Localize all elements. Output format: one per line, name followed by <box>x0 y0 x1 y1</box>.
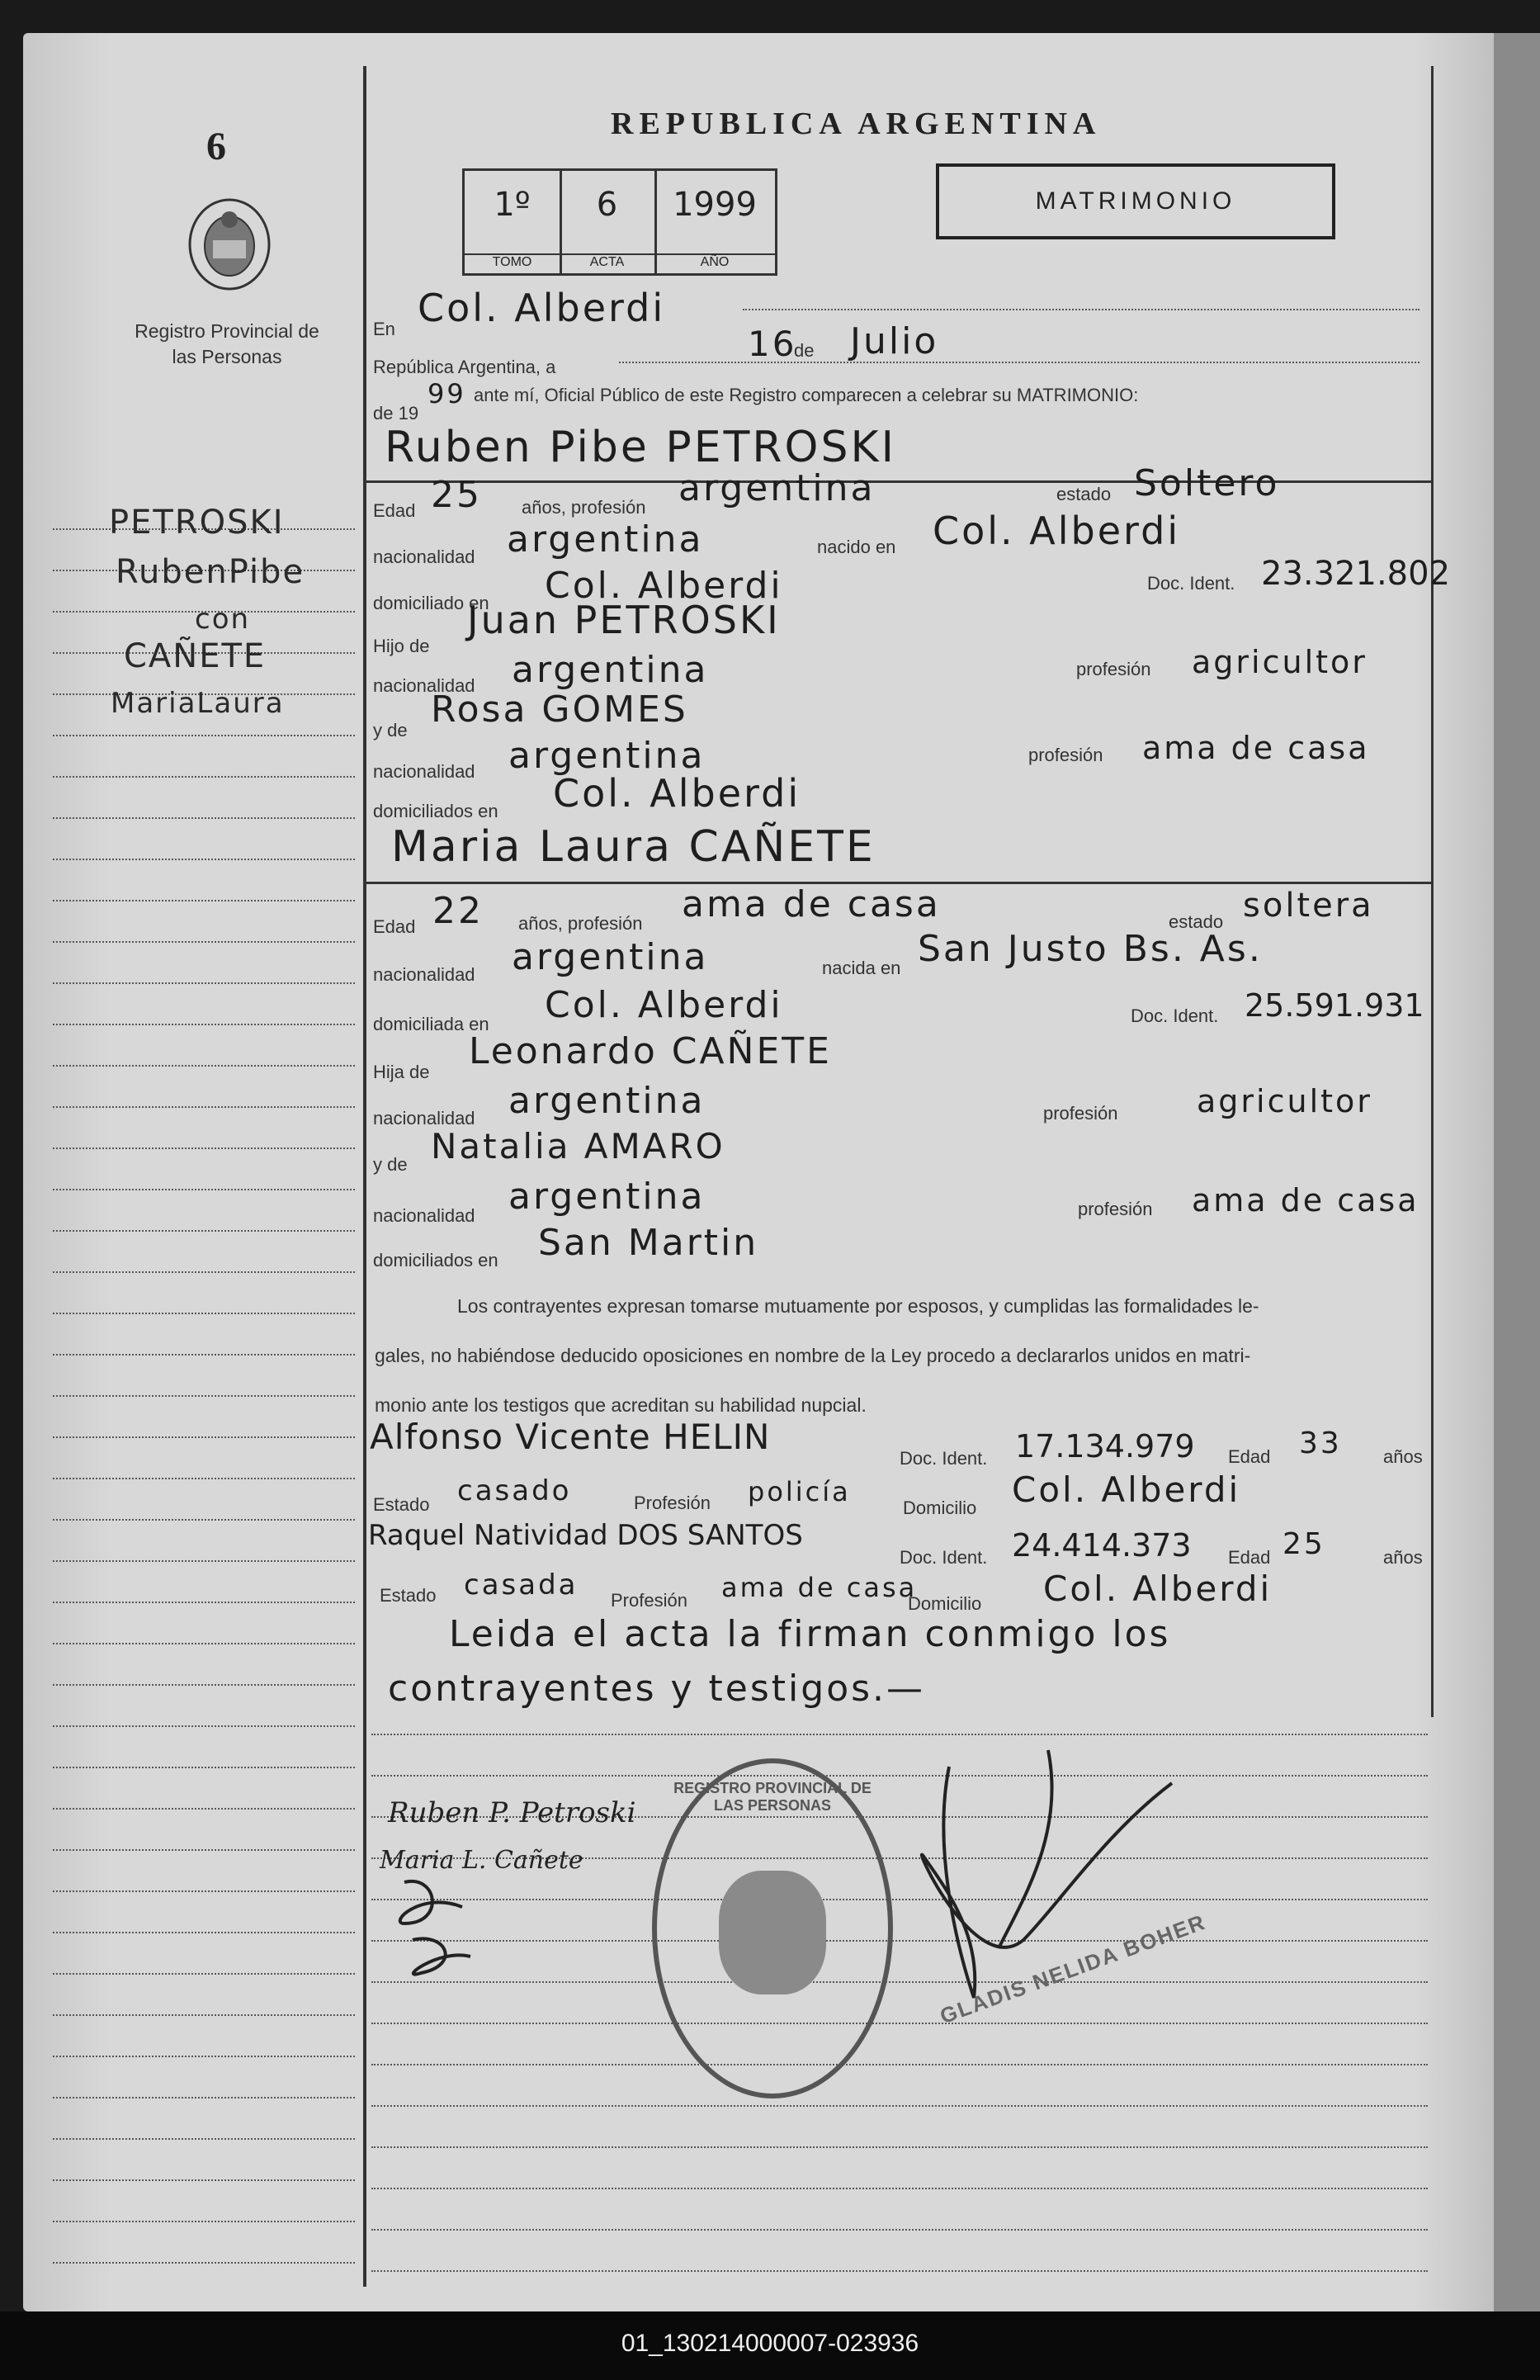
margin-rule <box>53 776 355 778</box>
groom-age: 25 <box>431 474 482 516</box>
margin-rule <box>53 735 355 736</box>
groom-civil-status: Soltero <box>1134 462 1280 504</box>
provincial-seal-icon <box>180 195 279 294</box>
witness2-age: 25 <box>1283 1527 1325 1561</box>
witness2-edad-label: Edad <box>1228 1547 1271 1568</box>
anio-label: AÑO <box>654 253 775 270</box>
margin-rule <box>53 1313 355 1314</box>
declaration-line-3: monio ante los testigos que acreditan su habilidad nupcial. <box>375 1394 867 1416</box>
bride-y-de-label: y de <box>373 1154 408 1175</box>
declaration-line-2: gales, no habiéndose deducido oposiciones en nombre de la Ley procedo a declararlos unidos en matri- <box>375 1345 1251 1366</box>
bride-profession: ama de casa <box>682 883 941 925</box>
bride-father: Leonardo CAÑETE <box>469 1030 832 1072</box>
act-type-box: MATRIMONIO <box>936 163 1335 239</box>
margin-rule <box>53 2179 355 2181</box>
acta-cell <box>560 171 657 273</box>
margin-given-names: RubenPibe <box>116 553 305 591</box>
bride-mother: Natalia AMARO <box>431 1126 725 1166</box>
bride-mother-profession: ama de casa <box>1192 1182 1420 1218</box>
witness2-civil-status: casada <box>464 1569 579 1602</box>
margin-rule <box>53 1808 355 1810</box>
groom-father-profession: agricultor <box>1192 644 1368 680</box>
witness2-address: Col. Alberdi <box>1043 1569 1273 1609</box>
form-rule <box>371 2270 1428 2272</box>
witness2-estado-label: Estado <box>380 1585 437 1606</box>
anio-value: 1999 <box>673 186 757 224</box>
stamp-text: REGISTRO PROVINCIAL DE LAS PERSONAS <box>673 1780 872 1814</box>
margin-rule <box>53 1767 355 1768</box>
margin-rule <box>53 982 355 984</box>
bride-nacida-label: nacida en <box>822 958 901 978</box>
groom-profesion-label: años, profesión <box>522 497 646 518</box>
groom-doc: 23.321.802 <box>1261 555 1451 593</box>
groom-father-nat-label: nacionalidad <box>373 675 475 696</box>
margin-rule <box>53 2097 355 2098</box>
groom-address: Col. Alberdi <box>545 565 783 607</box>
witness1-age: 33 <box>1299 1427 1342 1460</box>
groom-mother-prof-label: profesión <box>1028 745 1103 765</box>
anio-cell <box>654 171 775 273</box>
margin-rule <box>53 1230 355 1232</box>
bride-doc: 25.591.931 <box>1245 987 1424 1024</box>
margin-rule <box>53 817 355 819</box>
republica-label: República Argentina, a <box>373 357 556 377</box>
bride-age: 22 <box>432 890 484 932</box>
witness1-estado-label: Estado <box>373 1494 430 1515</box>
form-rule <box>371 2188 1428 2189</box>
margin-rule <box>53 1271 355 1273</box>
witness1-anos-label: años <box>1383 1446 1423 1467</box>
witness2-dom-label: Domicilio <box>908 1593 982 1614</box>
acta-value: 6 <box>596 186 618 224</box>
form-rule <box>371 2064 1428 2065</box>
groom-name: Ruben Pibe PETROSKI <box>385 423 896 472</box>
date-line <box>619 362 1420 363</box>
witness2-doc-label: Doc. Ident. <box>900 1547 988 1568</box>
witness1-edad-label: Edad <box>1228 1446 1271 1467</box>
witness1-doc: 17.134.979 <box>1015 1428 1195 1464</box>
margin-con: con <box>195 603 251 636</box>
bride-hija-label: Hija de <box>373 1062 430 1082</box>
margin-rule <box>53 2014 355 2016</box>
groom-mother-profession: ama de casa <box>1142 730 1370 766</box>
bride-nationality: argentina <box>512 936 709 978</box>
form-rule <box>371 2146 1428 2148</box>
groom-nacido-label: nacido en <box>817 537 896 557</box>
place-line <box>743 309 1420 310</box>
margin-rule <box>53 1478 355 1479</box>
intro-statement: ante mí, Oficial Público de este Registro comparecen a celebrar su MATRIMONIO: <box>474 385 1139 405</box>
day-value: 16 <box>748 324 797 364</box>
bride-profesion-label: años, profesión <box>518 913 643 934</box>
bride-address: Col. Alberdi <box>545 984 783 1026</box>
margin-rule <box>53 1436 355 1438</box>
bride-mother-nat-label: nacionalidad <box>373 1205 475 1226</box>
witness1-name: Alfonso Vicente HELIN <box>370 1417 771 1457</box>
en-label: En <box>373 319 395 339</box>
margin-bride-names: MariaLaura <box>111 687 285 720</box>
bride-edad-label: Edad <box>373 916 416 937</box>
place-value: Col. Alberdi <box>418 286 666 330</box>
groom-domicilio-label: domiciliado en <box>373 593 489 613</box>
year-suffix-value: 99 <box>428 378 466 409</box>
groom-father-nationality: argentina <box>512 649 709 691</box>
margin-rule <box>53 1602 355 1603</box>
bride-civil-status: soltera <box>1243 887 1374 925</box>
month-value: Julio <box>850 320 939 362</box>
witness2-profession: ama de casa <box>721 1572 918 1603</box>
groom-nacionalidad-label: nacionalidad <box>373 547 475 567</box>
bride-signature: Maria L. Cañete <box>380 1846 583 1875</box>
acta-label: ACTA <box>560 253 654 270</box>
bride-father-nat-label: nacionalidad <box>373 1108 475 1128</box>
bride-nacionalidad-label: nacionalidad <box>373 964 475 985</box>
margin-rule <box>53 1065 355 1067</box>
margin-rule <box>53 2056 355 2057</box>
margin-rule <box>53 1684 355 1686</box>
country-title: REPUBLICA ARGENTINA <box>611 106 1102 141</box>
witness2-prof-label: Profesión <box>611 1590 687 1611</box>
tomo-label: TOMO <box>465 253 560 270</box>
margin-rule <box>53 1725 355 1727</box>
groom-parents-address: Col. Alberdi <box>553 771 801 816</box>
margin-rule <box>53 1932 355 1933</box>
margin-rule <box>53 2221 355 2222</box>
bride-father-prof-label: profesión <box>1043 1103 1118 1124</box>
registry-stamp <box>652 1758 893 2098</box>
page-number: 6 <box>206 125 226 168</box>
margin-rule <box>53 859 355 860</box>
form-right-border <box>1431 66 1434 1717</box>
groom-doc-label: Doc. Ident. <box>1147 573 1235 594</box>
witness1-prof-label: Profesión <box>634 1493 711 1513</box>
groom-father-prof-label: profesión <box>1076 659 1151 679</box>
margin-rule <box>53 1973 355 1975</box>
margin-divider <box>363 66 366 2287</box>
groom-signature: Ruben P. Petroski <box>388 1796 636 1829</box>
margin-rule <box>53 1354 355 1356</box>
tomo-cell <box>465 171 562 273</box>
witness2-name: Raquel Natividad DOS SANTOS <box>368 1519 803 1552</box>
groom-mother-nationality: argentina <box>508 735 706 777</box>
bride-father-profession: agricultor <box>1197 1083 1372 1119</box>
margin-rule <box>53 900 355 901</box>
bride-mother-prof-label: profesión <box>1078 1199 1153 1219</box>
form-rule <box>371 2105 1428 2107</box>
margin-rule <box>53 1147 355 1149</box>
margin-rule <box>53 2262 355 2264</box>
bride-name: Maria Laura CAÑETE <box>391 822 876 872</box>
groom-hijo-label: Hijo de <box>373 636 430 656</box>
closing-line-2: contrayentes y testigos.— <box>388 1668 926 1710</box>
groom-father: Juan PETROSKI <box>467 598 781 642</box>
margin-surname: PETROSKI <box>109 504 285 542</box>
margin-rule <box>53 1643 355 1644</box>
margin-rule <box>53 1849 355 1851</box>
bride-parents-dom-label: domiciliados en <box>373 1250 498 1270</box>
record-number-box <box>462 168 777 276</box>
groom-mother-nat-label: nacionalidad <box>373 761 475 782</box>
witness1-address: Col. Alberdi <box>1012 1469 1241 1510</box>
image-id-footer: 01_130214000007-023936 <box>0 2311 1540 2380</box>
de-label: de <box>794 340 815 361</box>
groom-edad-label: Edad <box>373 500 416 521</box>
bride-mother-nationality: argentina <box>508 1176 706 1218</box>
groom-nationality: argentina <box>507 518 704 561</box>
groom-birthplace: Col. Alberdi <box>933 509 1181 553</box>
bride-father-nationality: argentina <box>508 1080 706 1122</box>
groom-profession: argentina <box>678 467 876 509</box>
margin-rule <box>53 1560 355 1562</box>
witness1-profession: policía <box>748 1476 851 1507</box>
margin-rule <box>53 1395 355 1397</box>
stamp-emblem-icon <box>719 1871 826 1994</box>
adjacent-page-edge <box>1494 33 1540 2311</box>
bride-doc-label: Doc. Ident. <box>1131 1005 1219 1026</box>
groom-parents-dom-label: domiciliados en <box>373 801 498 821</box>
witness-signatures-scribble <box>388 1874 487 1990</box>
margin-bride-surname: CAÑETE <box>124 637 267 675</box>
officer-stamp: GLADIS NELIDA BOHER <box>936 1909 1210 2029</box>
bride-birthplace: San Justo Bs. As. <box>918 928 1263 970</box>
form-rule <box>371 2229 1428 2231</box>
groom-estado-label: estado <box>1056 484 1112 504</box>
groom-mother: Rosa GOMES <box>431 688 688 731</box>
margin-rule <box>53 2138 355 2140</box>
witness2-anos-label: años <box>1383 1547 1423 1568</box>
registry-name: Registro Provincial de las Personas <box>135 320 319 367</box>
bride-parents-address: San Martin <box>538 1222 759 1264</box>
groom-y-de-label: y de <box>373 720 408 740</box>
margin-rule <box>53 1024 355 1025</box>
witness1-doc-label: Doc. Ident. <box>900 1448 988 1469</box>
margin-rule <box>53 1106 355 1108</box>
declaration-line-1: Los contrayentes expresan tomarse mutuamente por esposos, y cumplidas las formalidades le- <box>457 1295 1259 1317</box>
margin-rule <box>53 1519 355 1521</box>
witness1-civil-status: casado <box>457 1474 572 1507</box>
margin-rule <box>53 941 355 943</box>
closing-line-1: Leida el acta la firman conmigo los <box>449 1613 1171 1655</box>
bride-estado-label: estado <box>1169 911 1224 932</box>
tomo-value: 1º <box>494 186 531 224</box>
witness2-doc: 24.414.373 <box>1012 1527 1192 1564</box>
witness1-dom-label: Domicilio <box>903 1498 977 1518</box>
margin-rule <box>53 1890 355 1892</box>
margin-rule <box>53 1189 355 1190</box>
bride-domicilio-label: domiciliada en <box>373 1014 489 1034</box>
year-prefix-label: de 19 <box>373 403 419 423</box>
